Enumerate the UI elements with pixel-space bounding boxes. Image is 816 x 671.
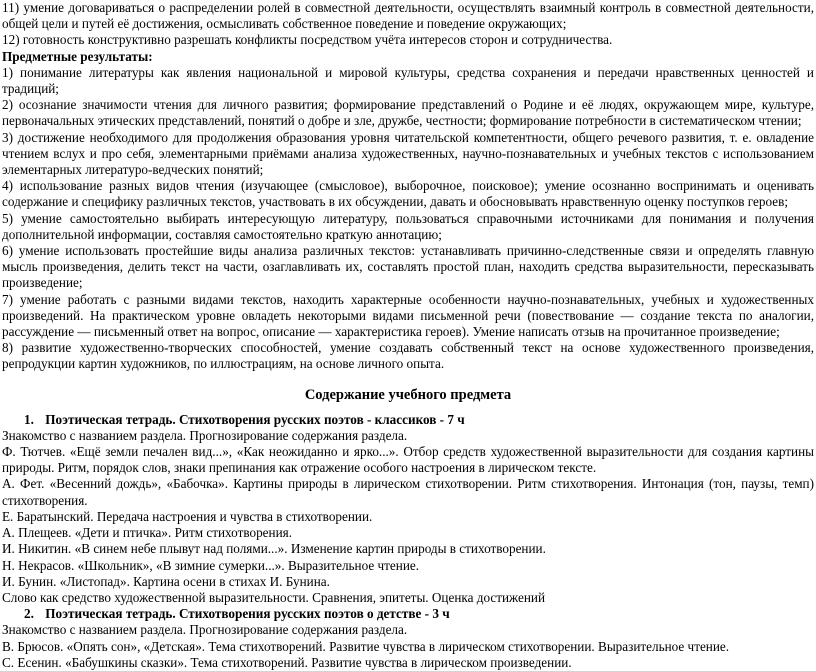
section-heading-2	[2, 606, 814, 622]
section-1-line-8: И. Бунин. «Листопад». Картина осени в стихах И. Бунина.	[2, 573, 330, 589]
section-1-line-7: Н. Некрасов. «Школьник», «В зимние сумерки...». Выразительное чтение.	[2, 557, 420, 573]
subject-result-item-4: 4) использование разных видов чтения (изучающее (смысловое), выборочное, поисковое); умение осознанно воспринимать и оценивать содержание и специфику различных текстов, участвовать в их обсуждении, давать и обосновывать нравственную оценку поступков героев;	[2, 178, 814, 210]
section-2-line-1: Знакомство с названием раздела. Прогнозирование содержания раздела.	[2, 622, 408, 638]
metapredmet-item-12: 12) готовность конструктивно разрешать конфликты посредством учёта интересов сторон и сотрудничества.	[2, 32, 613, 48]
section-title: Поэтическая тетрадь. Стихотворения русских поэтов - классиков - 7 ч	[45, 411, 465, 427]
content-title: Содержание учебного предмета	[304, 386, 512, 403]
section-1-line-4: Е. Баратынский. Передача настроения и чувства в стихотворении.	[2, 508, 373, 524]
subject-result-item-5: 5) умение самостоятельно выбирать интересующую литературу, пользоваться справочными источниками для понимания и получения дополнительной информации, составляя самостоятельно краткую аннотацию;	[2, 210, 814, 242]
section-1-line-5: А. Плещеев. «Дети и птичка». Ритм стихотворения.	[2, 525, 292, 541]
metapredmet-item-11: 11) умение договариваться о распределении ролей в совместной деятельности, осуществлять взаимный контроль в совместной деятельности, общей цели и путей её достижения, осмысливать собственное поведение и поведение окружающих;	[2, 0, 814, 32]
section-1-line-6: И. Никитин. «В синем небе плывут над полями...». Изменение картин природы в стихотворении.	[2, 541, 546, 557]
subject-result-item-6: 6) умение использовать простейшие виды анализа различных текстов: устанавливать причинно-следственные связи и определять главную мысль произведения, делить текст на части, озаглавливать их, составлять простой план, находить средства выразительности, пересказывать произведение;	[2, 243, 814, 291]
section-1-line-3: А. Фет. «Весенний дождь», «Бабочка». Картины природы в лирическом стихотворении. Ритм стихотворения. Интонация (тон, паузы, темп) стихотворения.	[2, 476, 814, 508]
section-1-line-2: Ф. Тютчев. «Ещё земли печален вид...», «Как неожиданно и ярко...». Отбор средств художественной выразительности для создания картины природы. Ритм, порядок слов, знаки препинания как отражение особого настроения в лирическом тексте.	[2, 444, 814, 476]
section-heading-1	[2, 412, 814, 428]
section-number: 2.	[24, 606, 34, 622]
section-title: Поэтическая тетрадь. Стихотворения русских поэтов о детстве - 3 ч	[45, 606, 450, 622]
section-2-line-3: С. Есенин. «Бабушкины сказки». Тема стихотворений. Развитие чувства в лирическом произведении.	[2, 654, 572, 670]
subject-result-item-7: 7) умение работать с разными видами текстов, находить характерные особенности научно-познавательных, учебных и художественных произведений. На практическом уровне овладеть некоторыми видами письменной речи (повествование — создание текста по аналогии, рассуждение — письменный ответ на вопрос, описание — характеристика героев). Умение написать отзыв на прочитанное произведение;	[2, 291, 814, 340]
section-1-line-9: Слово как средство художественной выразительности. Сравнения, эпитеты. Оценка достижений	[2, 589, 546, 605]
subject-result-item-1: 1) понимание литературы как явления национальной и мировой культуры, средства сохранения и передачи нравственных ценностей и традиций;	[2, 64, 814, 97]
subject-result-item-3: 3) достижение необходимого для продолжения образования уровня читательской компетентности, общего речевого развития, т. е. овладение чтением вслух и про себя, элементарными приёмами анализа художественных, научно-познавательных и учебных текстов с использованием элементарных литературо-ведческих понятий;	[2, 129, 814, 178]
section-1-line-1: Знакомство с названием раздела. Прогнозирование содержания раздела.	[2, 427, 408, 443]
subject-results-heading: Предметные результаты:	[2, 48, 153, 64]
subject-result-item-8: 8) развитие художественно-творческих способностей, умение создавать собственный текст на основе художественного произведения, репродукции картин художников, по иллюстрациям, на основе личного опыта.	[2, 340, 814, 372]
section-2-line-2: В. Брюсов. «Опять сон», «Детская». Тема стихотворений. Развитие чувства в лирическом стихотворении. Выразительное чтение.	[2, 638, 730, 654]
section-number: 1.	[24, 411, 34, 427]
subject-result-item-2: 2) осознание значимости чтения для личного развития; формирование представлений о Родине и её людях, окружающем мире, культуре, первоначальных этических представлений, понятий о добре и зле, дружбе, честности; формирование потребности в систематическом чтении;	[2, 97, 814, 129]
